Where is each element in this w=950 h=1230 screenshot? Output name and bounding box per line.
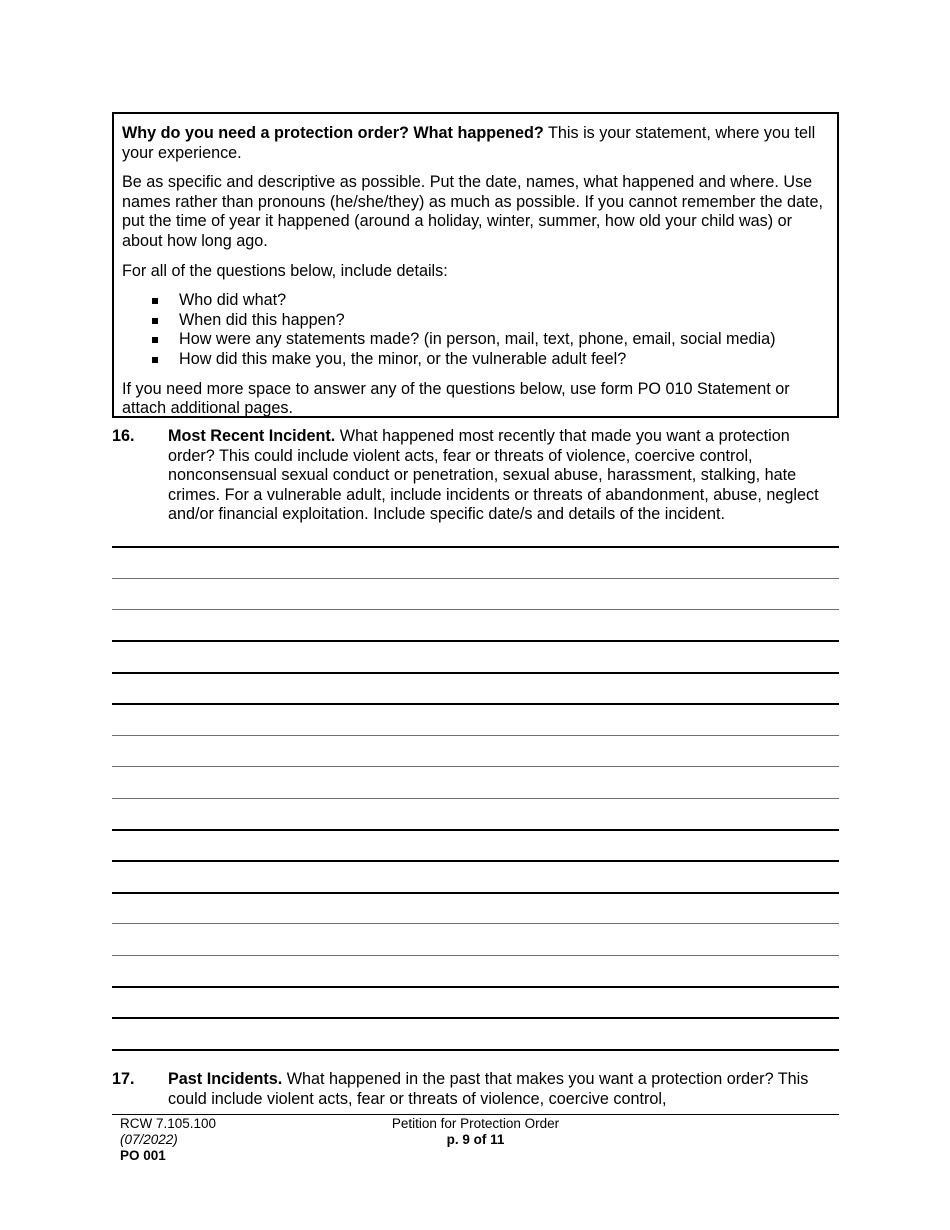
footer-form-title: Petition for Protection Order [391,1116,560,1131]
square-bullet-icon [152,298,158,304]
answer-line[interactable] [112,955,839,956]
answer-line[interactable] [112,609,839,610]
square-bullet-icon [152,337,158,343]
footer-center [362,1116,589,1148]
square-bullet-icon [152,318,158,324]
bullet-item: Who did what? [179,291,829,311]
answer-line[interactable] [112,672,839,674]
page-footer [112,1114,839,1163]
square-bullet-icon [152,357,158,363]
answer-line[interactable] [112,986,839,988]
question-text [168,427,839,525]
instructions-details-lead: For all of the questions below, include details: [122,261,448,280]
answer-line[interactable] [112,1017,839,1019]
instructions-intro-text: This is your statement, where you tell your experience. [122,124,816,162]
question-title: Most Recent Incident. [168,427,336,445]
instructions-specifics: Be as specific and descriptive as possible. Put the date, names, what happened and where. Use names rather than pronouns (he/she/they) as much as possible. If you cannot remember the date, put the time of year it happened (around a holiday, winter, summer, how old your child was) or about how long ago. [122,173,823,250]
footer-revision: (07/2022) [120,1132,178,1147]
question-text [168,1070,839,1109]
instructions-heading: Why do you need a protection order? What happened? [122,124,544,142]
question-number: 16. [112,427,135,445]
answer-line[interactable] [112,798,839,799]
question-16 [112,427,839,525]
answer-line[interactable] [112,860,839,862]
details-bullet-list [122,291,829,369]
question-title: Past Incidents. [168,1070,283,1088]
answer-line[interactable] [112,640,839,642]
footer-form-id: PO 001 [120,1148,166,1163]
answer-line[interactable] [112,703,839,705]
answer-line[interactable] [112,546,839,548]
footer-statute: RCW 7.105.100 [120,1116,217,1131]
instructions-box [112,112,839,418]
question-17 [112,1070,839,1109]
question-body: What happened most recently that made you want a protection order? This could include violent acts, fear or threats of violence, coercive control, nonconsensual sexual conduct or penetration, sexual abuse, harassment, stalking, hate crimes. For a vulnerable adult, include incidents or threats of abandonment, abuse, neglect and/or financial exploitation. Include specific date/s and details of the incident. [168,427,819,524]
question-body: What happened in the past that makes you want a protection order? This could include violent acts, fear or threats of violence, coercive control, [168,1070,809,1108]
footer-left [120,1116,216,1164]
answer-line[interactable] [112,578,839,579]
bullet-item: How were any statements made? (in person, mail, text, phone, email, social media) [179,330,829,350]
answer-line[interactable] [112,735,839,736]
bullet-item: How did this make you, the minor, or the vulnerable adult feel? [179,350,829,370]
footer-page-number: p. 9 of 11 [446,1132,505,1147]
answer-line[interactable] [112,766,839,767]
instructions-more-space: If you need more space to answer any of the questions below, use form PO 010 Statement or attach additional pages. [122,379,790,418]
answer-line[interactable] [112,923,839,924]
bullet-item: When did this happen? [179,311,829,331]
question-number: 17. [112,1070,135,1088]
answer-line[interactable] [112,892,839,894]
instructions-intro [122,124,829,163]
answer-line[interactable] [112,1049,839,1051]
answer-line[interactable] [112,829,839,831]
